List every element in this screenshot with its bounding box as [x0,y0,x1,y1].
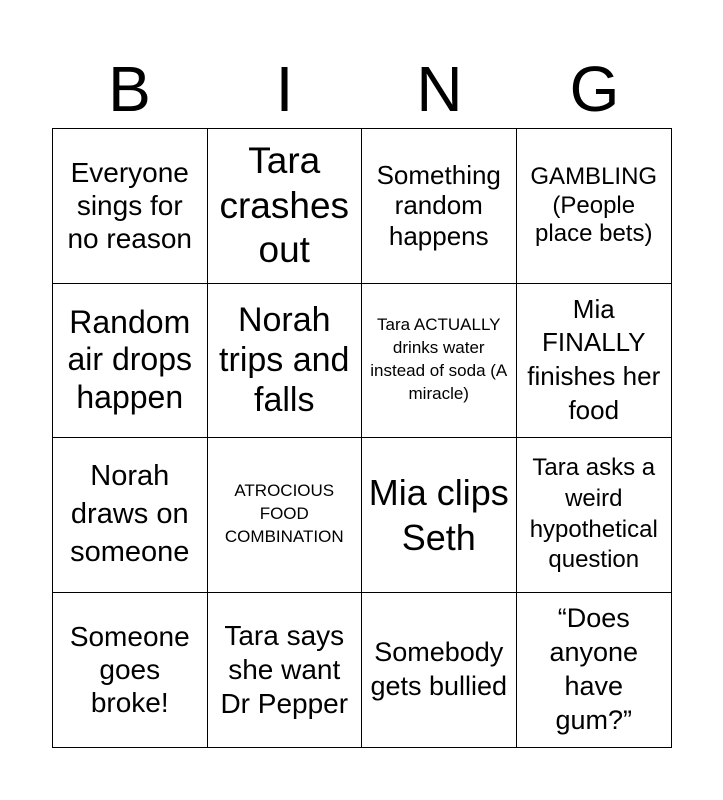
bingo-header [52,50,672,128]
bingo-cell-4[interactable] [517,129,672,284]
bingo-cell-13[interactable] [53,593,208,748]
bingo-cell-text: “Does anyone have gum?” [549,603,639,735]
bingo-cell-text: Norah draws on someone [70,460,190,568]
bingo-cell-12[interactable] [517,438,672,593]
bingo-cell-2[interactable] [208,129,363,284]
bingo-cell-8[interactable] [517,284,672,439]
bingo-cell-text: Tara crashes out [219,140,350,270]
bingo-cell-10[interactable] [208,438,363,593]
bingo-board [52,128,672,748]
bingo-cell-1[interactable] [53,129,208,284]
bingo-cell-text: GAMBLING (People place bets) [530,163,658,247]
bingo-cell-text: Everyone sings for no reason [67,157,193,255]
header-letter-b: B [108,53,151,125]
bingo-cell-3[interactable] [362,129,517,284]
header-letter-g: G [569,53,620,125]
bingo-cell-text: Mia clips Seth [368,471,509,558]
bingo-cell-text: Something random happens [376,159,501,252]
bingo-cell-text: Someone goes broke! [69,621,190,719]
bingo-cell-text: Tara ACTUALLY drinks water instead of soda (A miracle) [370,315,508,404]
bingo-cell-text: Tara says she want Dr Pepper [220,620,349,719]
bingo-cell-text: Random air drops happen [67,303,192,416]
bingo-cell-14[interactable] [208,593,363,748]
bingo-cell-5[interactable] [53,284,208,439]
bingo-cell-6[interactable] [208,284,363,439]
bingo-cell-text: Norah trips and falls [219,301,350,420]
header-letter-n: N [416,53,463,125]
bingo-cell-text: Mia FINALLY finishes her food [527,293,661,426]
bingo-cell-text: ATROCIOUS FOOD COMBINATION [224,481,344,547]
bingo-cell-text: Tara asks a weird hypothetical question [529,454,658,574]
bingo-cell-16[interactable] [517,593,672,748]
bingo-cell-7[interactable] [362,284,517,439]
bingo-cell-11[interactable] [362,438,517,593]
header-letter-i: I [275,53,294,125]
bingo-cell-text: Somebody gets bullied [370,637,508,701]
bingo-cell-15[interactable] [362,593,517,748]
bingo-cell-9[interactable] [53,438,208,593]
